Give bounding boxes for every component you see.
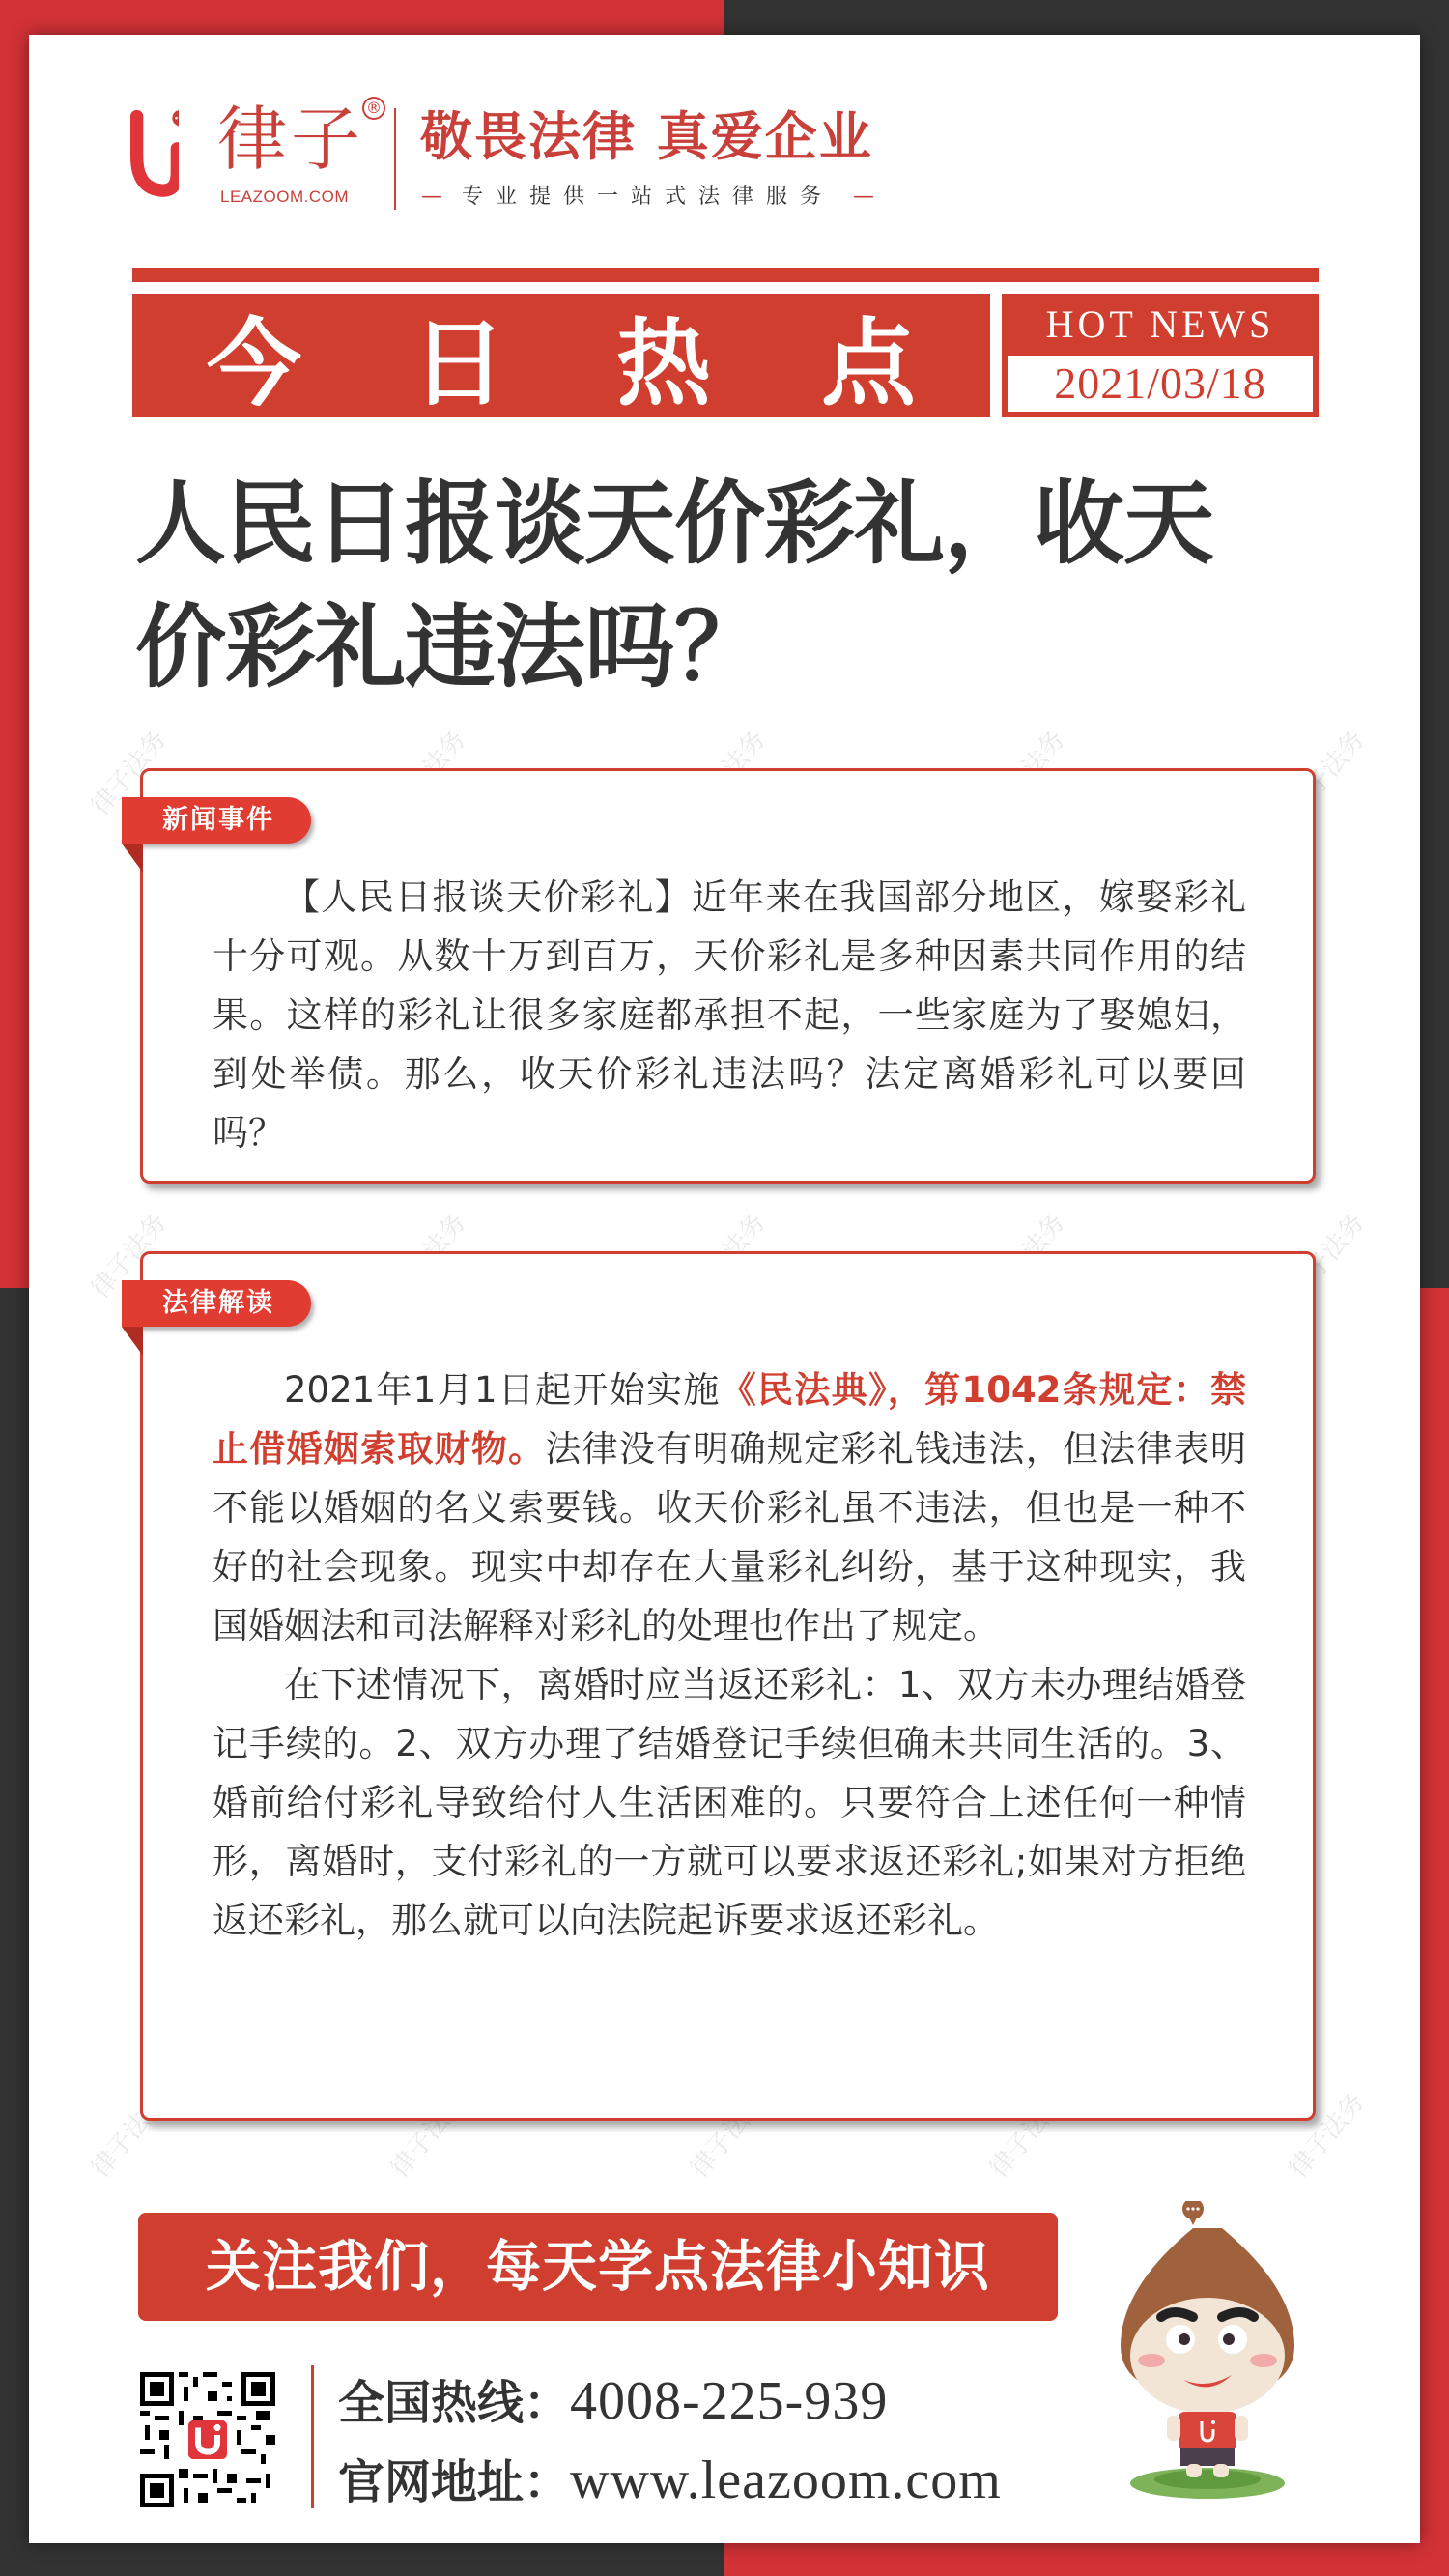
law-para1-highlight: 《民法典》，第1042条规定：禁止借婚姻索取财物。 [213, 1369, 1246, 1470]
news-event-box [140, 768, 1316, 1184]
tag-fold-decoration [122, 1327, 143, 1356]
subslogan-text: 专业提供一站式法律服务 [462, 185, 835, 209]
website [338, 2445, 1002, 2511]
news-event-paragraph: 【人民日报谈天价彩礼】近年来在我国部分地区，嫁娶彩礼十分可观。从数十万到百万，天价彩礼是多种因素共同作用的结果。这样的彩礼让很多家庭都承担不起，一些家庭为了娶媳妇，到处举债。那么，收天价彩礼违法吗？法定离婚彩礼可以要回吗？ [213, 876, 1246, 1154]
law-para1-prefix: 2021年1月1日起开始实施 [284, 1369, 721, 1411]
logo-u-icon [130, 104, 179, 201]
registered-mark: ® [362, 97, 385, 120]
mascot-illustration-icon [1101, 2201, 1314, 2501]
hot-news-date: 2021/03/18 [1008, 356, 1313, 412]
website-label: 官网地址： [338, 2455, 571, 2509]
contact-divider [311, 2365, 314, 2508]
hot-news-badge [1002, 294, 1319, 417]
website-url[interactable]: www.leazoom.com [570, 2450, 1002, 2510]
logo-divider [394, 108, 396, 210]
law-paragraph-1 [213, 1360, 1246, 1655]
law-paragraph-2: 在下述情况下，离婚时应当返还彩礼：1、双方未办理结婚登记手续的。2、双方办理了结婚登记手续但确未共同生活的。3、婚前给付彩礼导致给付人生活困难的。只要符合上述任何一种情形，离婚时，支付彩礼的一方就可以要求返还彩礼;如果对方拒绝返还彩礼，那么就可以向法院起诉要求返还彩礼。 [213, 1664, 1246, 1941]
headline-line-1: 人民日报谈天价彩礼，收天 [135, 471, 1214, 577]
title-char: 热 [615, 307, 711, 419]
logo-chinese-text: 律子 [217, 99, 365, 180]
header-accent-bar [132, 268, 1319, 282]
hotline-number[interactable]: 4008-225-939 [570, 2371, 889, 2431]
today-hot-banner [132, 294, 990, 417]
news-event-tag: 新闻事件 [122, 797, 311, 844]
news-event-body [213, 868, 1246, 1162]
law-interpretation-body [213, 1360, 1246, 1950]
title-char: 点 [820, 307, 916, 419]
brand-subslogan [421, 180, 874, 210]
brand-logo [130, 99, 391, 215]
qr-code-icon[interactable] [140, 2372, 275, 2507]
law-interpretation-tag: 法律解读 [122, 1280, 311, 1327]
follow-us-banner: 关注我们，每天学点法律小知识 [138, 2213, 1058, 2321]
tag-fold-decoration [122, 844, 143, 873]
article-headline [135, 462, 1333, 709]
dash-right: — [853, 185, 875, 209]
brand-slogan: 敬畏法律 真爱企业 [420, 106, 873, 167]
today-hot-title [132, 294, 990, 417]
dash-left: — [421, 185, 442, 209]
law-interpretation-box [140, 1251, 1316, 2121]
title-char: 日 [411, 307, 506, 419]
hotline-label: 全国热线： [338, 2376, 571, 2430]
headline-line-2: 价彩礼违法吗？ [135, 594, 765, 701]
title-char: 今 [206, 307, 301, 419]
hot-news-label: HOT NEWS [1045, 302, 1275, 346]
hotline [338, 2365, 888, 2432]
logo-english-text: LEAZOOM.COM [220, 187, 350, 206]
law-para1-suffix: 法律没有明确规定彩礼钱违法，但法律表明不能以婚姻的名义索要钱。收天价彩礼虽不违法，但也是一种不好的社会现象。现实中却存在大量彩礼纠纷，基于这种现实，我国婚姻法和司法解释对彩礼的处理也作出了规定。 [213, 1428, 1247, 1646]
